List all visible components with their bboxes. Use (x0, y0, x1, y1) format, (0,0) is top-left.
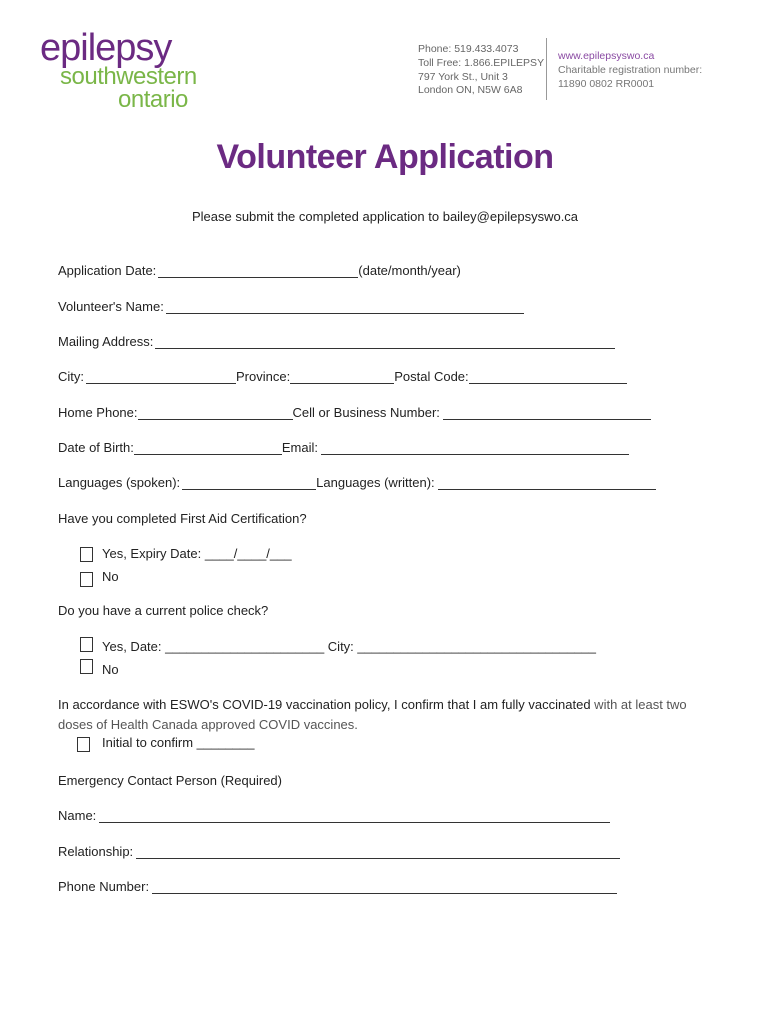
mailing-address-field[interactable] (155, 335, 615, 349)
ec-phone-label: Phone Number: (58, 879, 150, 894)
ec-phone-row (58, 879, 617, 894)
emergency-heading (58, 773, 282, 788)
police-question-text: Do you have a current police check? (58, 603, 269, 618)
ec-relationship-field[interactable] (136, 845, 620, 859)
dob-field[interactable] (134, 441, 282, 455)
volunteer-name-field[interactable] (166, 300, 524, 314)
cell-label: Cell or Business Number: (292, 405, 440, 420)
dob-label: Date of Birth: (58, 440, 134, 455)
submit-note: Please submit the completed application to bailey@epilepsyswo.ca (191, 209, 579, 224)
police-no-label: No (102, 662, 119, 677)
charitable-number: 11890 0802 RR0001 (558, 77, 655, 90)
city-field[interactable] (86, 370, 236, 384)
postal-code-label: Postal Code: (394, 369, 469, 384)
application-date-label: Application Date: (58, 263, 157, 278)
covid-initial-label: Initial to confirm ________ (102, 735, 255, 750)
ec-name-field[interactable] (99, 809, 610, 823)
charitable-label: Charitable registration number: (558, 63, 703, 76)
first-aid-yes-checkbox[interactable] (80, 547, 93, 562)
mailing-address-row (58, 334, 615, 349)
ec-relationship-row (58, 844, 620, 859)
first-aid-no-checkbox[interactable] (80, 572, 93, 587)
logo-line-epilepsy: epilepsy (40, 27, 172, 69)
contact-info (418, 43, 544, 98)
ec-name-label: Name: (58, 808, 97, 823)
police-no-checkbox[interactable] (80, 659, 93, 674)
lang-spoken-field[interactable] (182, 476, 316, 490)
lang-written-label: Languages (written): (316, 475, 435, 490)
lang-written-field[interactable] (438, 476, 656, 490)
address-line-2: London ON, N5W 6A8 (418, 84, 523, 97)
email-field[interactable] (321, 441, 629, 455)
header-divider (546, 38, 547, 100)
first-aid-yes-label: Yes, Expiry Date: ____/____/___ (102, 546, 292, 561)
application-date-field[interactable] (158, 264, 358, 278)
covid-statement (58, 695, 718, 735)
page-title: Volunteer Application (216, 138, 554, 176)
application-date-row (58, 263, 461, 278)
logo-line-southwestern: southwestern (60, 63, 197, 90)
volunteer-name-label: Volunteer's Name: (58, 299, 164, 314)
police-question (58, 603, 268, 618)
covid-text-rest: with at least two doses of Health Canada approved COVID vaccines. (58, 697, 687, 732)
ec-relationship-label: Relationship: (58, 844, 134, 859)
covid-initial-checkbox[interactable] (77, 737, 90, 752)
ec-name-row (58, 808, 610, 823)
city-province-postal-row (58, 369, 627, 384)
emergency-heading-text: Emergency Contact Person (Required) (58, 773, 282, 788)
postal-code-field[interactable] (469, 370, 627, 384)
first-aid-question-text: Have you completed First Aid Certification? (58, 511, 307, 526)
mailing-address-label: Mailing Address: (58, 334, 154, 349)
city-label: City: (58, 369, 84, 384)
toll-free: Toll Free: 1.866.EPILEPSY (418, 56, 545, 69)
volunteer-name-row (58, 299, 524, 314)
address-line-1: 797 York St., Unit 3 (418, 70, 508, 83)
phone-row (58, 405, 651, 420)
phone: Phone: 519.433.4073 (418, 43, 519, 55)
home-phone-label: Home Phone: (58, 405, 138, 420)
web-info (558, 50, 702, 91)
languages-row (58, 475, 656, 490)
police-yes-label: Yes, Date: ______________________ City: _________________________________ (102, 639, 596, 654)
police-yes-checkbox[interactable] (80, 637, 93, 652)
website-link[interactable]: www.epilepsyswo.ca (558, 50, 655, 62)
province-field[interactable] (290, 370, 394, 384)
first-aid-question (58, 511, 307, 526)
application-date-hint: (date/month/year) (358, 263, 461, 278)
home-phone-field[interactable] (138, 406, 293, 420)
ec-phone-field[interactable] (152, 880, 617, 894)
cell-field[interactable] (443, 406, 651, 420)
logo-line-ontario: ontario (118, 86, 188, 113)
covid-text-main: In accordance with ESWO's COVID-19 vaccination policy, I confirm that I am fully vaccinated (58, 697, 591, 712)
province-label: Province: (236, 369, 291, 384)
first-aid-no-label: No (102, 569, 119, 584)
lang-spoken-label: Languages (spoken): (58, 475, 181, 490)
email-label: Email: (281, 440, 318, 455)
dob-email-row (58, 440, 629, 455)
